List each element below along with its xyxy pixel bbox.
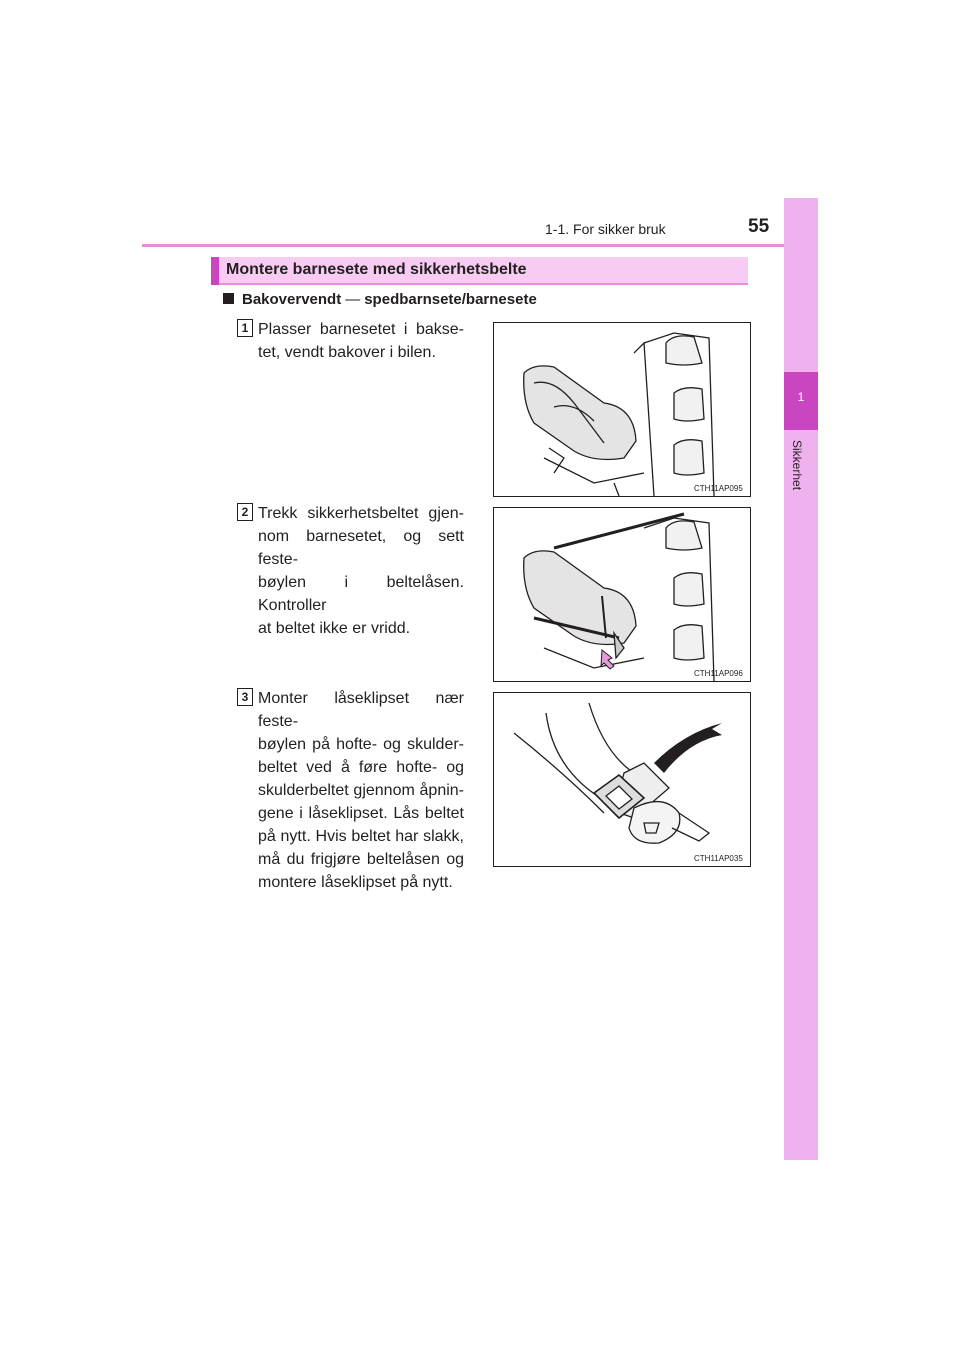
subheading-part-b: spedbarnsete/barnesete [364,291,537,308]
child-seat-rear-facing-illustration [494,323,750,496]
step-badge-3: 3 [237,688,253,706]
figure-step-1 [493,322,751,497]
chapter-number: 1 [797,390,805,404]
subheading-part-a: Bakovervendt [242,291,342,308]
header-section-title: 1-1. For sikker bruk [545,221,666,237]
step-2-line: bøylen i beltelåsen. Kontroller [258,574,464,614]
figure-code-2: CTH11AP096 [694,669,743,678]
section-heading-accent [211,257,219,285]
step-2-line: nom barnesetet, og sett feste- [258,528,464,568]
step-3-line: på nytt. Hvis beltet har slakk, [258,828,464,845]
step-text-2 [258,502,464,640]
step-badge-1: 1 [237,319,253,337]
figure-step-3 [493,692,751,867]
step-2-line: Trekk sikkerhetsbeltet gjen- [258,505,464,522]
step-3-line: montere låseklipset på nytt. [258,874,453,891]
header-rule [142,244,818,247]
figure-code-3: CTH11AP035 [694,854,743,863]
page-number: 55 [748,216,770,237]
step-badge-2: 2 [237,503,253,521]
subheading [223,291,537,308]
seatbelt-routing-illustration [494,508,750,681]
step-3-line: bøylen på hofte- og skulder- [258,736,464,753]
chapter-tab [784,198,818,1160]
section-title: Montere barnesete med sikkerhetsbelte [226,261,527,278]
step-3-line: må du frigjøre beltelåsen og [258,851,464,868]
locking-clip-illustration [494,693,750,866]
step-3-line: gene i låseklipset. Lås beltet [258,805,464,822]
step-3-line: Monter låseklipset nær feste- [258,690,464,730]
step-3-line: skulderbeltet gjennom åpnin- [258,782,464,799]
step-text-3 [258,687,464,894]
figure-step-2 [493,507,751,682]
step-1-line: tet, vendt bakover i bilen. [258,344,436,361]
subheading-dash: — [345,291,361,308]
step-1-line: Plasser barnesetet i bakse- [258,321,464,338]
chapter-label: Sikkerhet [790,440,804,491]
bullet-square-icon [223,293,234,304]
step-2-line: at beltet ikke er vridd. [258,620,411,637]
figure-code-1: CTH11AP095 [694,484,743,493]
step-text-1 [258,318,464,364]
chapter-label-wrap [778,440,824,530]
step-3-line: beltet ved å føre hofte- og [258,759,464,776]
arrow-pointer-icon [654,723,722,773]
